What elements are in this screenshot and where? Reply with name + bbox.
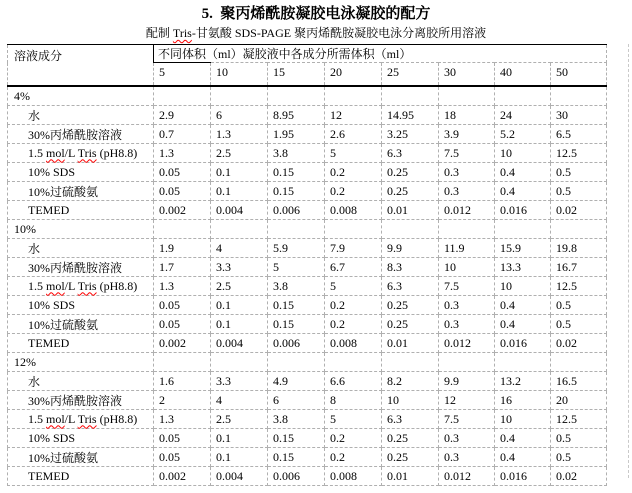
value-cell: 0.25 [382,296,439,315]
header-volume-cell: 40 [495,63,551,87]
value-cell: 2.5 [211,144,268,163]
reagent-name [8,467,154,486]
reagent-row [8,182,607,201]
empty-cell [268,86,325,106]
value-cell: 3.3 [211,258,268,277]
value-cell: 24 [495,106,551,125]
section-label: 4% [8,86,154,106]
reagent-name [8,334,154,353]
value-cell: 5.9 [268,239,325,258]
empty-cell [495,220,551,239]
value-cell: 10 [495,277,551,296]
value-cell: 0.1 [211,296,268,315]
reagent-name-text: (pH8.8) [96,278,138,293]
section-row [8,220,607,239]
value-cell: 0.25 [382,163,439,182]
value-cell: 0.004 [211,334,268,353]
value-cell: 5.2 [495,125,551,144]
value-cell: 0.1 [211,448,268,467]
value-cell: 0.25 [382,315,439,334]
reagent-row [8,296,607,315]
value-cell: 2.9 [154,106,211,125]
value-cell: 0.2 [325,296,382,315]
reagent-name-text: 30%丙烯酰胺溶液 [28,127,122,142]
value-cell: 0.25 [382,429,439,448]
value-cell: 0.3 [439,448,495,467]
reagent-row [8,410,607,429]
value-cell: 7.5 [439,277,495,296]
header-volume-cell: 10 [211,63,268,87]
caption-text: -甘氨酸 SDS-PAGE 聚丙烯酰胺凝胶电泳分离胶所用溶液 [191,26,487,40]
value-cell: 0.3 [439,182,495,201]
reagent-row [8,334,607,353]
value-cell: 0.5 [551,448,607,467]
reagent-name [8,429,154,448]
reagent-row [8,163,607,182]
value-cell: 0.016 [495,334,551,353]
header-volume-cell: 5 [154,63,211,87]
reagent-name-text: 10% SDS [28,164,76,179]
value-cell: 3.8 [268,277,325,296]
reagent-row [8,125,607,144]
value-cell: 1.9 [154,239,211,258]
value-cell: 7.5 [439,144,495,163]
empty-cell [154,86,211,106]
reagent-name [8,410,154,429]
value-cell: 0.2 [325,315,382,334]
value-cell: 0.15 [268,315,325,334]
value-cell: 0.05 [154,296,211,315]
gel-recipe-table [7,44,607,486]
value-cell: 6 [211,106,268,125]
empty-cell [382,353,439,372]
value-cell: 0.2 [325,163,382,182]
value-cell: 9.9 [382,239,439,258]
value-cell: 0.3 [439,296,495,315]
value-cell: 0.002 [154,467,211,486]
empty-cell [268,353,325,372]
value-cell: 0.004 [211,201,268,220]
reagent-name-text: /L [64,145,78,160]
value-cell: 0.012 [439,467,495,486]
reagent-name [8,296,154,315]
empty-cell [268,220,325,239]
value-cell: 3.9 [439,125,495,144]
reagent-name-text: 水 [28,108,41,123]
value-cell: 0.3 [439,429,495,448]
value-cell: 0.002 [154,201,211,220]
value-cell: 0.016 [495,201,551,220]
reagent-name-text: TEMED [28,335,70,350]
value-cell: 0.25 [382,448,439,467]
reagent-name [8,201,154,220]
reagent-name-text: TEMED [28,468,70,483]
value-cell: 6.6 [325,372,382,391]
reagent-name-text: /L [64,278,78,293]
value-cell: 0.05 [154,182,211,201]
reagent-name [8,239,154,258]
reagent-name-text: 1.5 [28,278,46,293]
value-cell: 0.008 [325,334,382,353]
empty-cell [154,353,211,372]
reagent-row [8,391,607,410]
value-cell: 1.95 [268,125,325,144]
value-cell: 0.5 [551,163,607,182]
reagent-name-text: 10%过硫酸氨 [28,450,98,465]
value-cell: 0.5 [551,315,607,334]
reagent-name [8,448,154,467]
header-volume-cell: 20 [325,63,382,87]
reagent-row [8,372,607,391]
value-cell: 0.006 [268,201,325,220]
header-row-top [8,45,607,63]
value-cell: 13.2 [495,372,551,391]
value-cell: 1.3 [154,144,211,163]
reagent-name [8,125,154,144]
value-cell: 2.5 [211,277,268,296]
value-cell: 7.5 [439,410,495,429]
reagent-name-text: 30%丙烯酰胺溶液 [28,260,122,275]
value-cell: 8.95 [268,106,325,125]
section-label: 12% [8,353,154,372]
reagent-name-text: 10% SDS [28,430,76,445]
reagent-name [8,258,154,277]
header-solution-component: 溶液成分 [8,45,154,87]
empty-cell [551,86,607,106]
value-cell: 5 [325,144,382,163]
value-cell: 0.02 [551,334,607,353]
value-cell: 0.012 [439,334,495,353]
misspelled-word: Tris [77,145,97,160]
value-cell: 6.3 [382,410,439,429]
value-cell: 0.2 [325,448,382,467]
reagent-row [8,144,607,163]
header-volume-cell: 30 [439,63,495,87]
value-cell: 16.5 [551,372,607,391]
reagent-name [8,315,154,334]
reagent-name-text: 10%过硫酸氨 [28,317,98,332]
empty-cell [382,220,439,239]
value-cell: 0.02 [551,201,607,220]
reagent-row [8,106,607,125]
value-cell: 10 [439,258,495,277]
value-cell: 4 [211,391,268,410]
value-cell: 1.3 [211,125,268,144]
value-cell: 0.4 [495,163,551,182]
value-cell: 5 [325,410,382,429]
value-cell: 16.7 [551,258,607,277]
value-cell: 6.7 [325,258,382,277]
empty-cell [325,220,382,239]
reagent-row [8,239,607,258]
value-cell: 14.95 [382,106,439,125]
reagent-name [8,144,154,163]
value-cell: 0.01 [382,334,439,353]
value-cell: 0.5 [551,429,607,448]
value-cell: 3.8 [268,144,325,163]
value-cell: 0.05 [154,315,211,334]
value-cell: 10 [495,410,551,429]
reagent-row [8,277,607,296]
empty-cell [495,353,551,372]
value-cell: 0.25 [382,182,439,201]
value-cell: 5 [325,277,382,296]
value-cell: 1.7 [154,258,211,277]
value-cell: 0.05 [154,448,211,467]
reagent-name-text: 10%过硫酸氨 [28,184,98,199]
text-boundary-line [628,44,629,478]
value-cell: 12.5 [551,144,607,163]
value-cell: 2.5 [211,410,268,429]
empty-cell [439,353,495,372]
empty-cell [382,86,439,106]
value-cell: 1.3 [154,277,211,296]
value-cell: 11.9 [439,239,495,258]
misspelled-word: Tris [77,411,97,426]
reagent-name-text: /L [64,411,78,426]
value-cell: 12 [439,391,495,410]
empty-cell [325,353,382,372]
table-caption [0,25,632,42]
value-cell: 0.008 [325,201,382,220]
value-cell: 0.004 [211,467,268,486]
reagent-name-text: 10% SDS [28,297,76,312]
value-cell: 9.9 [439,372,495,391]
reagent-name [8,163,154,182]
section-row [8,353,607,372]
reagent-name-text: (pH8.8) [96,145,138,160]
header-volumes-title: 不同体积（ml）凝胶液中各成分所需体积（ml） [154,45,607,63]
reagent-row [8,448,607,467]
value-cell: 0.02 [551,467,607,486]
value-cell: 0.4 [495,429,551,448]
misspelled-word: mol [46,278,65,293]
value-cell: 0.5 [551,182,607,201]
value-cell: 10 [495,144,551,163]
misspelled-word: Tris [77,278,97,293]
reagent-name-text: 1.5 [28,145,46,160]
value-cell: 0.4 [495,182,551,201]
header-volume-cell: 15 [268,63,325,87]
value-cell: 6.3 [382,277,439,296]
reagent-name [8,277,154,296]
value-cell: 0.15 [268,448,325,467]
value-cell: 0.15 [268,163,325,182]
reagent-row [8,467,607,486]
value-cell: 6 [268,391,325,410]
value-cell: 6.5 [551,125,607,144]
value-cell: 20 [551,391,607,410]
value-cell: 0.05 [154,163,211,182]
document-title: 5. 聚丙烯酰胺凝胶电泳凝胶的配方 [201,6,431,22]
value-cell: 0.5 [551,296,607,315]
value-cell: 7.9 [325,239,382,258]
value-cell: 19.8 [551,239,607,258]
value-cell: 0.05 [154,429,211,448]
value-cell: 0.006 [268,334,325,353]
reagent-name-text: 1.5 [28,411,46,426]
table-body [8,86,607,486]
empty-cell [211,220,268,239]
value-cell: 0.01 [382,467,439,486]
reagent-row [8,429,607,448]
value-cell: 4 [211,239,268,258]
value-cell: 15.9 [495,239,551,258]
value-cell: 4.9 [268,372,325,391]
empty-cell [325,86,382,106]
value-cell: 0.016 [495,467,551,486]
reagent-row [8,201,607,220]
reagent-name [8,391,154,410]
value-cell: 0.4 [495,315,551,334]
value-cell: 0.15 [268,296,325,315]
value-cell: 6.3 [382,144,439,163]
value-cell: 0.1 [211,163,268,182]
value-cell: 0.008 [325,467,382,486]
value-cell: 0.012 [439,201,495,220]
empty-cell [211,86,268,106]
value-cell: 8 [325,391,382,410]
reagent-name-text: TEMED [28,202,70,217]
value-cell: 1.6 [154,372,211,391]
value-cell: 0.15 [268,182,325,201]
reagent-row [8,315,607,334]
value-cell: 0.3 [439,315,495,334]
empty-cell [439,86,495,106]
empty-cell [551,220,607,239]
value-cell: 0.1 [211,315,268,334]
value-cell: 10 [382,391,439,410]
misspelled-word: mol [46,145,65,160]
empty-cell [154,220,211,239]
value-cell: 8.3 [382,258,439,277]
value-cell: 8.2 [382,372,439,391]
value-cell: 16 [495,391,551,410]
reagent-name-text: 水 [28,374,41,389]
section-row [8,86,607,106]
value-cell: 3.8 [268,410,325,429]
section-label: 10% [8,220,154,239]
value-cell: 0.7 [154,125,211,144]
misspelled-word: Tris [172,26,192,40]
value-cell: 2 [154,391,211,410]
value-cell: 3.25 [382,125,439,144]
value-cell: 2.6 [325,125,382,144]
reagent-name-text: 水 [28,241,41,256]
value-cell: 12 [325,106,382,125]
value-cell: 0.3 [439,163,495,182]
value-cell: 5 [268,258,325,277]
value-cell: 0.1 [211,182,268,201]
empty-cell [211,353,268,372]
value-cell: 0.4 [495,296,551,315]
value-cell: 12.5 [551,277,607,296]
value-cell: 18 [439,106,495,125]
empty-cell [495,86,551,106]
reagent-row [8,258,607,277]
value-cell: 30 [551,106,607,125]
misspelled-word: mol [46,411,65,426]
reagent-name-text: (pH8.8) [96,411,138,426]
header-volume-cell: 50 [551,63,607,87]
reagent-name [8,106,154,125]
value-cell: 0.15 [268,429,325,448]
value-cell: 0.1 [211,429,268,448]
value-cell: 0.4 [495,448,551,467]
value-cell: 0.2 [325,182,382,201]
reagent-name-text: 30%丙烯酰胺溶液 [28,393,122,408]
value-cell: 0.2 [325,429,382,448]
value-cell: 12.5 [551,410,607,429]
value-cell: 13.3 [495,258,551,277]
reagent-name [8,372,154,391]
reagent-name [8,182,154,201]
caption-text: 配制 [145,26,173,40]
value-cell: 3.3 [211,372,268,391]
empty-cell [439,220,495,239]
value-cell: 0.006 [268,467,325,486]
value-cell: 1.3 [154,410,211,429]
empty-cell [551,353,607,372]
header-volume-cell: 25 [382,63,439,87]
value-cell: 0.002 [154,334,211,353]
value-cell: 0.01 [382,201,439,220]
